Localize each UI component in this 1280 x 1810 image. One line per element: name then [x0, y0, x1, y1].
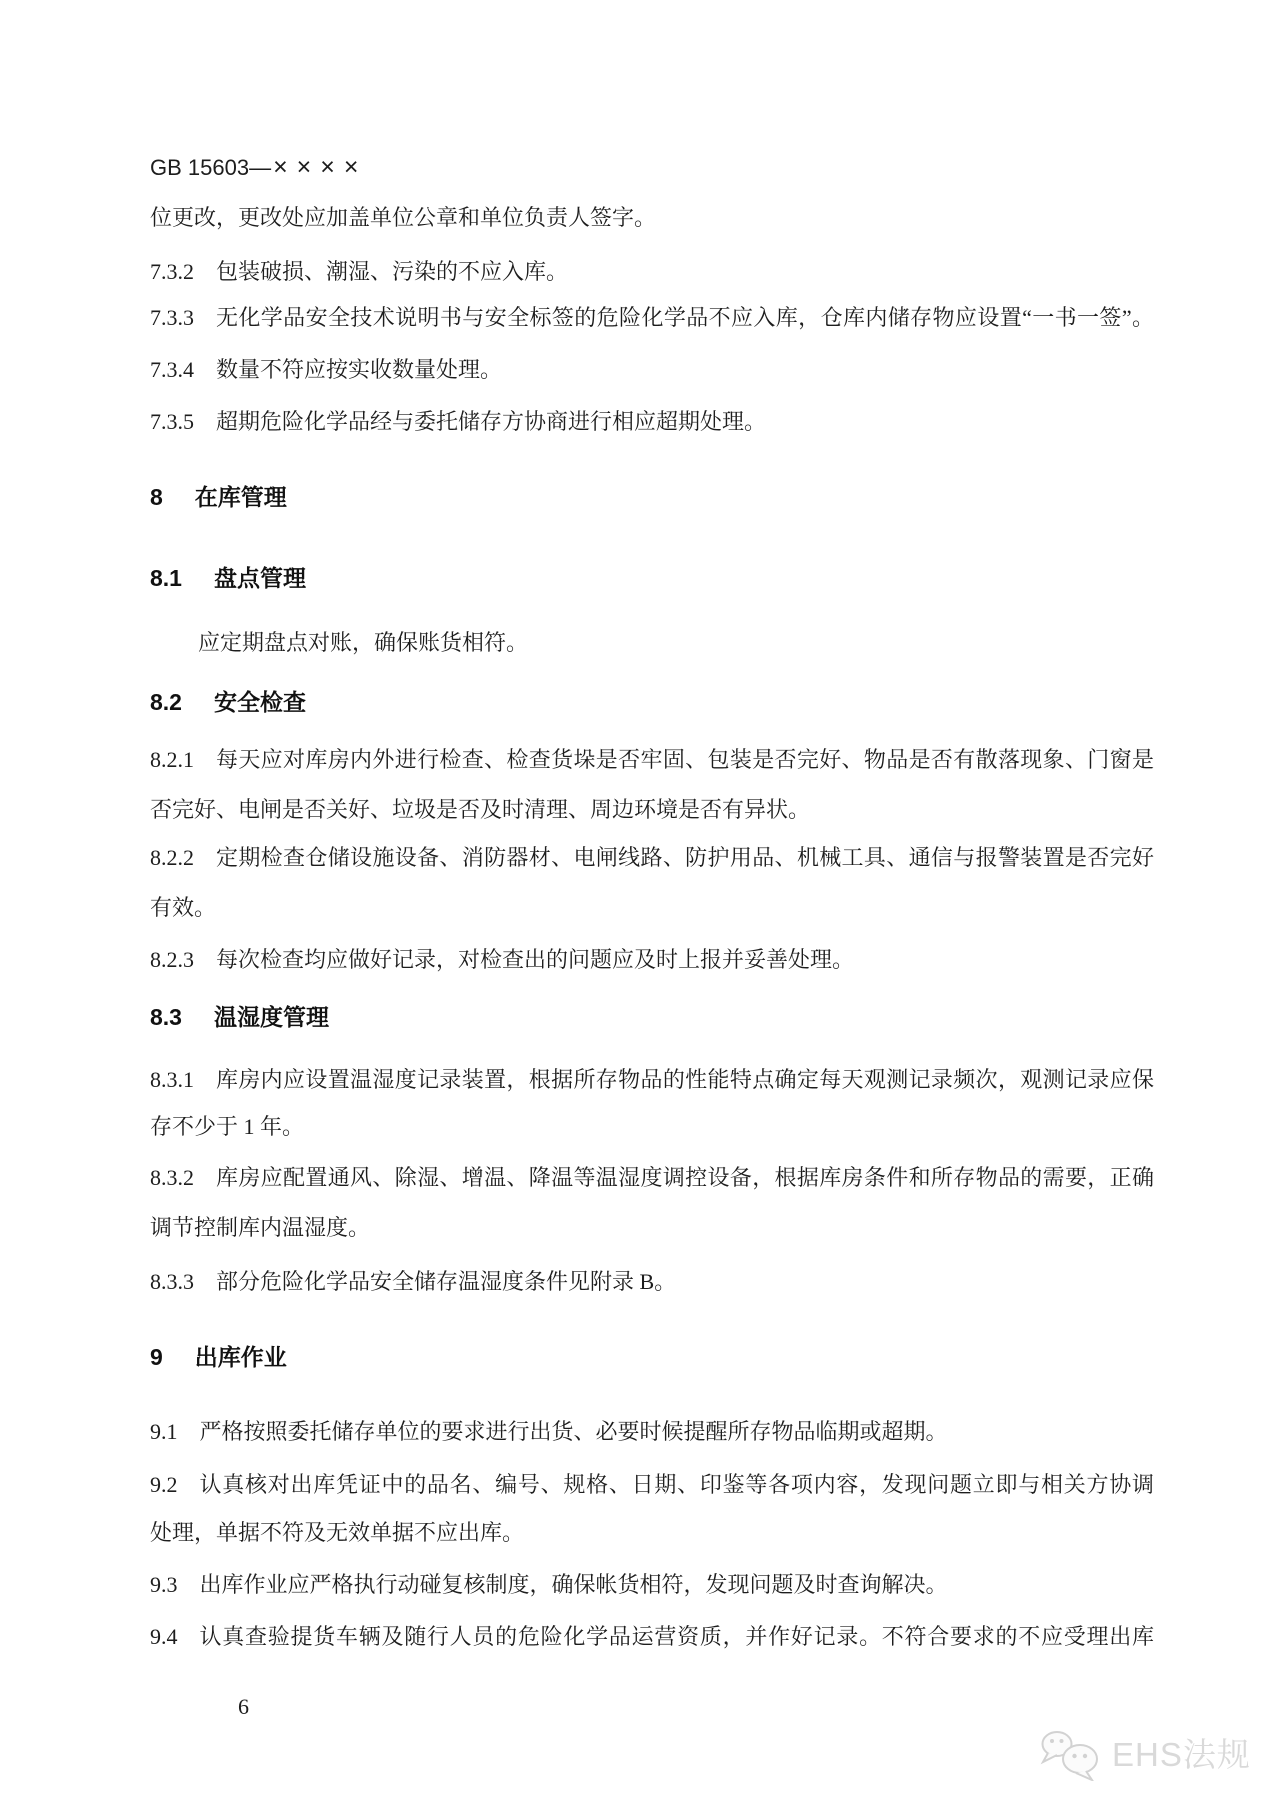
- document-header: [150, 153, 367, 182]
- section-title: 在库管理: [194, 484, 287, 510]
- clause-text: 否完好、电闸是否关好、垃圾是否及时清理、周边环境是否有异状。: [150, 797, 811, 822]
- paragraph-text: 应定期盘点对账，确保账货相符。: [198, 630, 529, 655]
- section-8-heading: [150, 483, 1154, 511]
- section-8-1-heading: [150, 564, 1154, 592]
- section-number: 8.2: [150, 689, 182, 715]
- clause-text: 调节控制库内温湿度。: [150, 1215, 371, 1240]
- clause-8-3-3: [150, 1268, 1154, 1296]
- clause-8-3-2-line-1: [150, 1164, 1154, 1192]
- clause-number: 7.3.4: [150, 357, 194, 382]
- clause-9-3: [150, 1571, 1154, 1599]
- clause-number: 7.3.5: [150, 409, 194, 434]
- clause-8-3-2-line-2: [150, 1214, 1154, 1242]
- page-number: 6: [238, 1694, 249, 1719]
- clause-7-3-4: [150, 356, 1154, 384]
- section-title: 盘点管理: [213, 565, 306, 591]
- section-number: 9: [150, 1344, 163, 1370]
- clause-8-3-1-line-2: [150, 1113, 1154, 1141]
- section-8-3-heading: [150, 1003, 1154, 1031]
- clause-number: 8.2.2: [150, 845, 194, 870]
- clause-number: 9.1: [150, 1419, 178, 1444]
- clause-number: 9.2: [150, 1472, 178, 1497]
- clause-number: 8.3.2: [150, 1165, 194, 1190]
- clause-text: 有效。: [150, 895, 217, 920]
- watermark-label: EHS法规: [1112, 1736, 1251, 1773]
- wechat-icon: [1034, 1729, 1106, 1781]
- clause-9-2-line-1: [150, 1471, 1154, 1499]
- clause-text: 无化学品安全技术说明书与安全标签的危险化学品不应入库，仓库内储存物应设置“一书一签”。: [216, 305, 1154, 330]
- clause-9-4: [150, 1623, 1154, 1651]
- paragraph-intro-continuation: [150, 204, 1154, 232]
- clause-number: 8.3.3: [150, 1269, 194, 1294]
- section-title: 温湿度管理: [213, 1004, 329, 1030]
- clause-number: 8.2.3: [150, 947, 194, 972]
- clause-text: 数量不符应按实收数量处理。: [216, 357, 503, 382]
- section-title: 出库作业: [194, 1344, 287, 1370]
- clause-7-3-5: [150, 408, 1154, 436]
- clause-8-2-1-line-2: [150, 796, 1154, 824]
- document-header-code: GB 15603—: [150, 155, 272, 180]
- clause-text: 每天应对库房内外进行检查、检查货垛是否牢固、包装是否完好、物品是否有散落现象、门窗是: [216, 747, 1154, 772]
- section-8-2-heading: [150, 688, 1154, 716]
- clause-9-2-line-2: [150, 1519, 1154, 1547]
- clause-text: 库房应配置通风、除湿、增温、降温等温湿度调控设备，根据库房条件和所存物品的需要，正确: [216, 1165, 1154, 1190]
- clause-text: 存不少于 1 年。: [150, 1114, 305, 1139]
- section-9-heading: [150, 1343, 1154, 1371]
- clause-text: 包装破损、潮湿、污染的不应入库。: [216, 259, 569, 284]
- clause-text: 认真查验提货车辆及随行人员的危险化学品运营资质，并作好记录。不符合要求的不应受理出库: [199, 1624, 1154, 1649]
- clause-9-1: [150, 1418, 1154, 1446]
- clause-8-3-1-line-1: [150, 1066, 1154, 1094]
- clause-number: 8.2.1: [150, 747, 194, 772]
- section-number: 8: [150, 484, 163, 510]
- clause-text: 严格按照委托储存单位的要求进行出货、必要时候提醒所存物品临期或超期。: [199, 1419, 948, 1444]
- clause-text: 认真核对出库凭证中的品名、编号、规格、日期、印鉴等各项内容，发现问题立即与相关方协调: [199, 1472, 1154, 1497]
- clause-text: 部分危险化学品安全储存温湿度条件见附录 B。: [216, 1269, 677, 1294]
- document-header-year-placeholder: ××××: [273, 153, 368, 181]
- clause-text: 每次检查均应做好记录，对检查出的问题应及时上报并妥善处理。: [216, 947, 855, 972]
- watermark: [1034, 1729, 1251, 1781]
- clause-text: 库房内应设置温湿度记录装置，根据所存物品的性能特点确定每天观测记录频次，观测记录应保: [216, 1067, 1154, 1092]
- clause-number: 8.3.1: [150, 1067, 194, 1092]
- section-number: 8.1: [150, 565, 182, 591]
- clause-number: 7.3.2: [150, 259, 194, 284]
- clause-7-3-3: [150, 304, 1154, 332]
- clause-text: 处理，单据不符及无效单据不应出库。: [150, 1520, 525, 1545]
- clause-number: 9.3: [150, 1572, 178, 1597]
- paragraph-8-1: [198, 629, 1154, 657]
- clause-text: 出库作业应严格执行动碰复核制度，确保帐货相符，发现问题及时查询解决。: [199, 1572, 948, 1597]
- clause-8-2-1-line-1: [150, 746, 1154, 774]
- clause-number: 7.3.3: [150, 305, 194, 330]
- clause-text: 定期检查仓储设施设备、消防器材、电闸线路、防护用品、机械工具、通信与报警装置是否完好: [216, 845, 1154, 870]
- paragraph-text: 位更改，更改处应加盖单位公章和单位负责人签字。: [150, 205, 657, 230]
- section-number: 8.3: [150, 1004, 182, 1030]
- clause-number: 9.4: [150, 1624, 178, 1649]
- clause-8-2-3: [150, 946, 1154, 974]
- clause-8-2-2-line-1: [150, 844, 1154, 872]
- clause-text: 超期危险化学品经与委托储存方协商进行相应超期处理。: [216, 409, 767, 434]
- section-title: 安全检查: [213, 689, 306, 715]
- clause-7-3-2: [150, 258, 1154, 286]
- clause-8-2-2-line-2: [150, 894, 1154, 922]
